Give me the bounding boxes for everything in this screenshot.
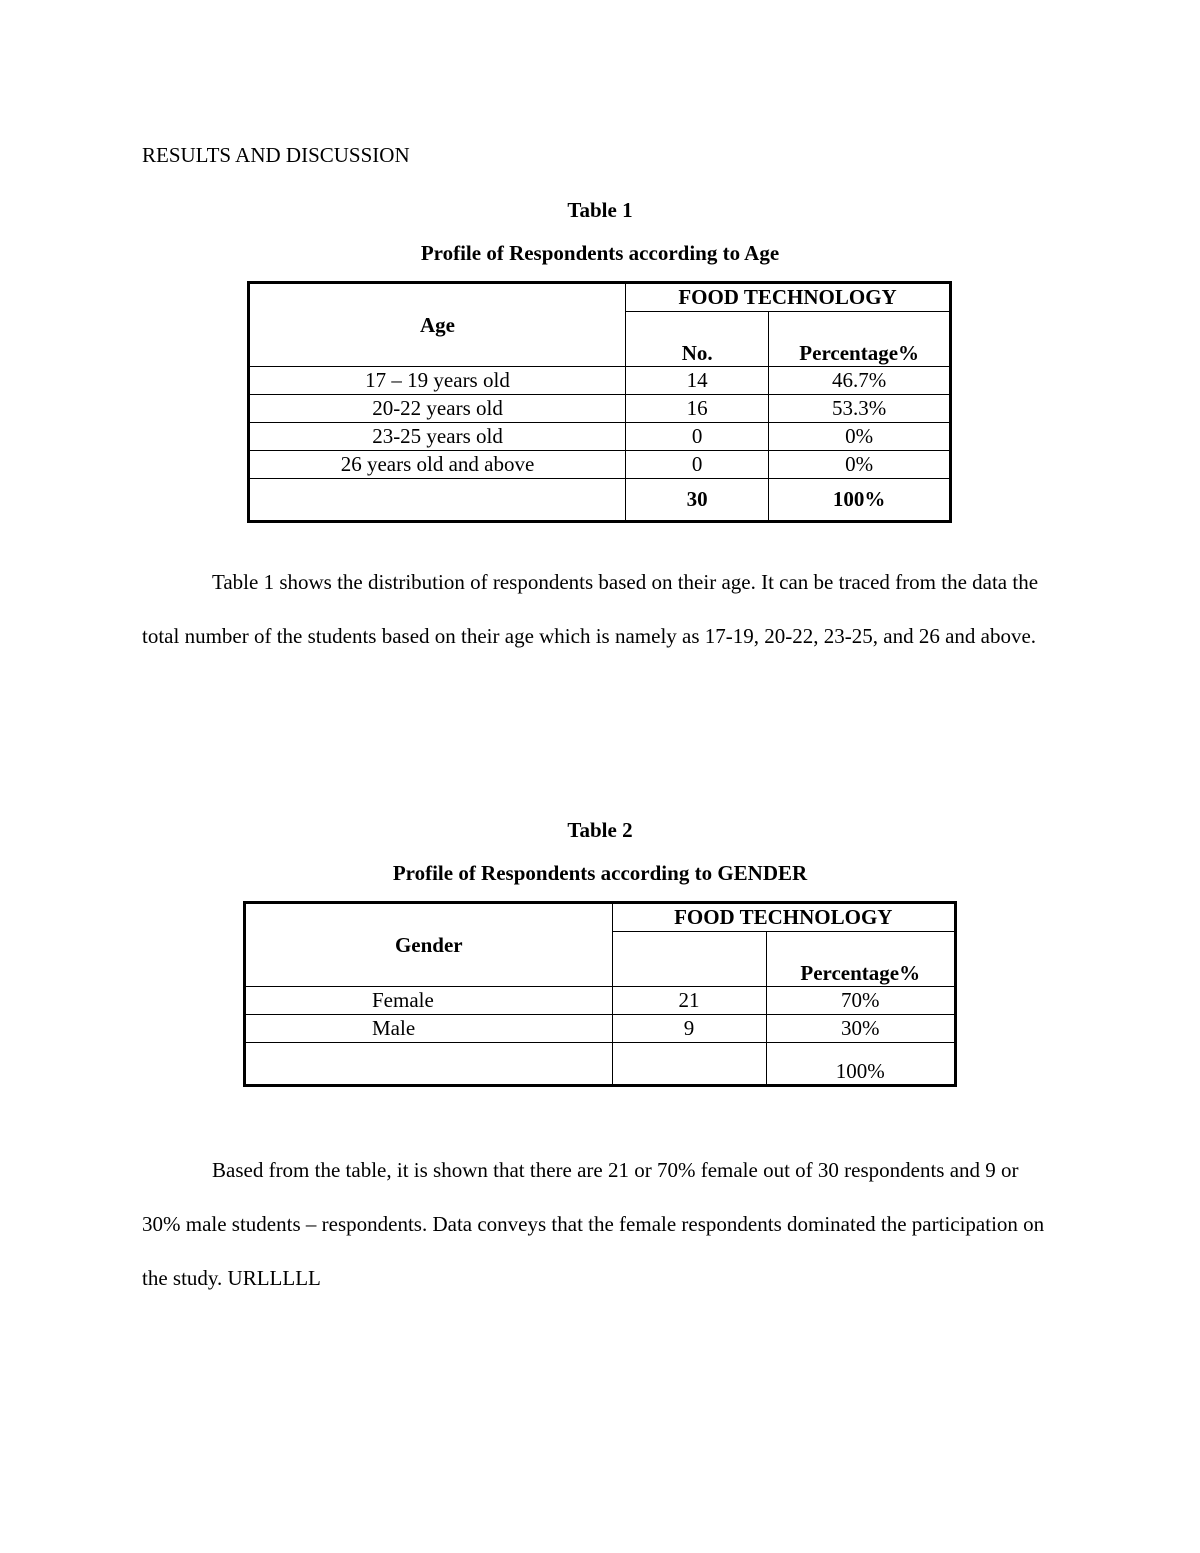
count-cell: 0 bbox=[626, 451, 769, 479]
total-percentage-cell: 100% bbox=[769, 479, 951, 522]
table-row bbox=[249, 423, 951, 451]
paragraph-table2 bbox=[142, 1143, 1062, 1305]
food-technology-header: FOOD TECHNOLOGY bbox=[626, 283, 951, 312]
total-percentage-cell: 100% bbox=[766, 1043, 956, 1086]
no-column-header bbox=[612, 932, 766, 987]
count-cell: 21 bbox=[612, 987, 766, 1015]
gender-table bbox=[243, 901, 957, 1087]
total-row bbox=[245, 1043, 956, 1086]
paragraph-text: Table 1 shows the distribution of respondents based on their age. It can be traced from the data the total number of the students based on their age which is namely as 17-19, 20-22, 23-25, and 26 and above. bbox=[142, 570, 1039, 648]
age-table bbox=[247, 281, 952, 523]
paragraph-text: Based from the table, it is shown that there are 21 or 70% female out of 30 respondents and 9 or 30% male students – respondents. Data conveys that the female respondents dominated the participation on the study. URLLLLL bbox=[142, 1158, 1045, 1290]
age-range-cell: 20-22 years old bbox=[249, 395, 626, 423]
table-row bbox=[245, 987, 956, 1015]
gender-cell: Female bbox=[245, 987, 613, 1015]
table-row bbox=[245, 1015, 956, 1043]
table-row bbox=[249, 367, 951, 395]
total-label-cell bbox=[245, 1043, 613, 1086]
section-heading: RESULTS AND DISCUSSION bbox=[142, 143, 410, 167]
total-count-cell bbox=[612, 1043, 766, 1086]
count-cell: 0 bbox=[626, 423, 769, 451]
age-column-header: Age bbox=[249, 283, 626, 367]
table-row bbox=[249, 395, 951, 423]
table-row bbox=[249, 451, 951, 479]
percentage-cell: 0% bbox=[769, 423, 951, 451]
count-cell: 14 bbox=[626, 367, 769, 395]
count-cell: 9 bbox=[612, 1015, 766, 1043]
total-count-cell: 30 bbox=[626, 479, 769, 522]
count-cell: 16 bbox=[626, 395, 769, 423]
total-label-cell bbox=[249, 479, 626, 522]
age-range-cell: 26 years old and above bbox=[249, 451, 626, 479]
age-range-cell: 23-25 years old bbox=[249, 423, 626, 451]
food-technology-header: FOOD TECHNOLOGY bbox=[612, 903, 955, 932]
paragraph-table1 bbox=[142, 555, 1062, 663]
percentage-cell: 30% bbox=[766, 1015, 956, 1043]
percentage-column-header: Percentage% bbox=[769, 312, 951, 367]
percentage-cell: 46.7% bbox=[769, 367, 951, 395]
percentage-cell: 53.3% bbox=[769, 395, 951, 423]
percentage-cell: 70% bbox=[766, 987, 956, 1015]
age-range-cell: 17 – 19 years old bbox=[249, 367, 626, 395]
gender-column-header: Gender bbox=[245, 903, 613, 987]
table1-title: Profile of Respondents according to Age bbox=[420, 241, 780, 265]
table1-label: Table 1 bbox=[567, 198, 633, 222]
percentage-column-header: Percentage% bbox=[766, 932, 956, 987]
no-column-header: No. bbox=[626, 312, 769, 367]
total-row bbox=[249, 479, 951, 522]
table2-label: Table 2 bbox=[567, 818, 633, 842]
table2-title: Profile of Respondents according to GENDER bbox=[392, 861, 808, 885]
percentage-cell: 0% bbox=[769, 451, 951, 479]
gender-cell: Male bbox=[245, 1015, 613, 1043]
